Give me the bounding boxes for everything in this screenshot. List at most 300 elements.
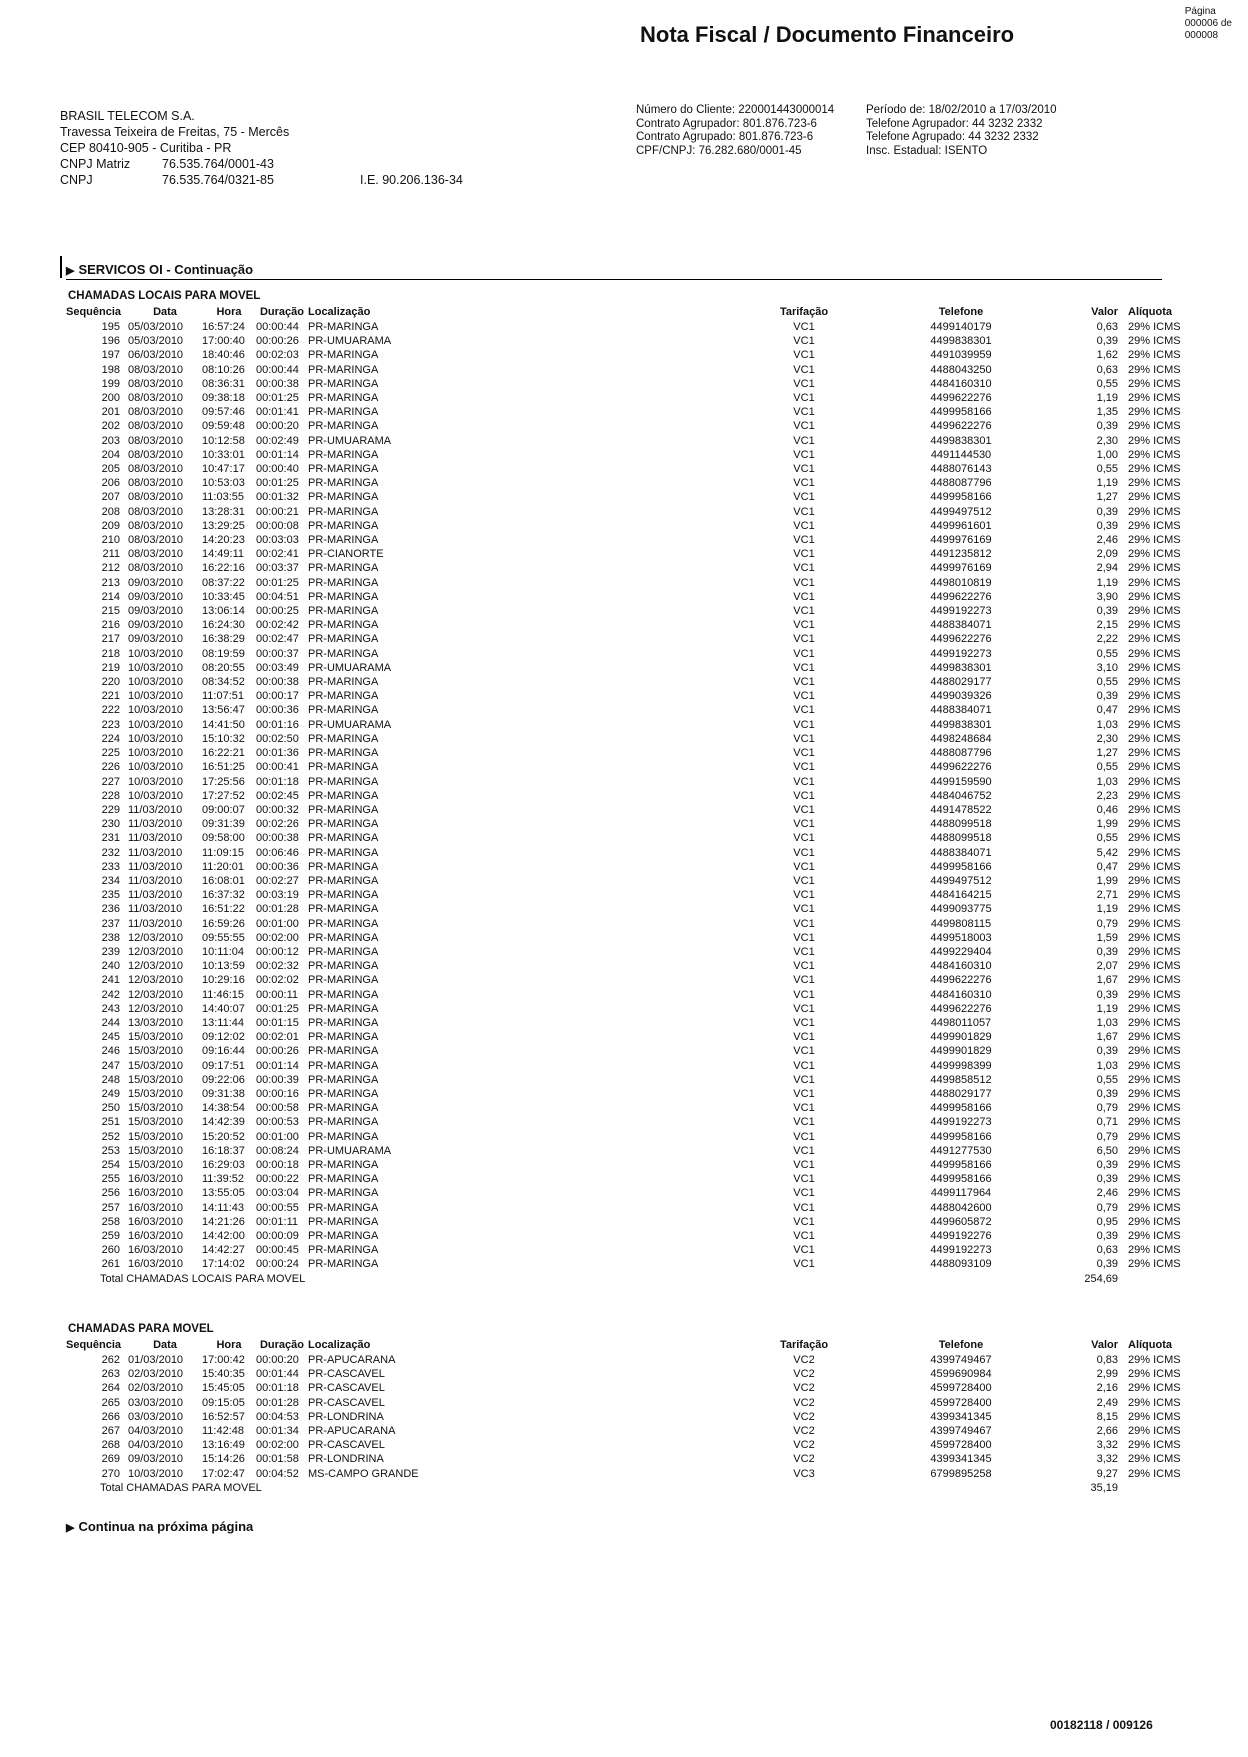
cell-seq: 219 [101, 661, 120, 674]
locais-title: CHAMADAS LOCAIS PARA MOVEL [68, 290, 261, 302]
cell-loc: PR-MARINGA [308, 1130, 379, 1143]
cell-loc: PR-MARINGA [308, 420, 379, 433]
cell-tar: VC1 [793, 463, 815, 476]
table-row [66, 874, 1198, 888]
cell-aliq: 29% ICMS [1128, 1382, 1181, 1395]
cell-tel: 4499192273 [930, 1116, 992, 1129]
table-row [66, 1144, 1198, 1158]
cell-loc: PR-UMUARAMA [308, 718, 392, 731]
cell-data: 15/03/2010 [128, 1130, 184, 1143]
cell-val: 1,59 [1096, 931, 1118, 944]
cell-seq: 268 [101, 1439, 120, 1452]
cell-tel: 4499976169 [930, 534, 992, 547]
company-name: BRASIL TELECOM S.A. [60, 109, 195, 123]
cell-data: 15/03/2010 [128, 1144, 184, 1157]
cell-tar: VC1 [793, 576, 815, 589]
cell-val: 0,39 [1096, 519, 1118, 532]
cell-loc: PR-MARINGA [308, 931, 379, 944]
cell-loc: PR-MARINGA [308, 1059, 379, 1072]
company-block [60, 108, 463, 188]
cell-val: 6,50 [1096, 1144, 1118, 1157]
cell-tar: VC1 [793, 647, 815, 660]
cell-aliq: 29% ICMS [1128, 335, 1181, 348]
cell-dur: 00:01:58 [256, 1453, 299, 1466]
cell-tar: VC2 [793, 1439, 815, 1452]
cell-tel: 4499497512 [930, 505, 992, 518]
cell-val: 3,10 [1096, 661, 1118, 674]
cell-val: 0,79 [1096, 917, 1118, 930]
cell-data: 01/03/2010 [128, 1354, 184, 1366]
cell-seq: 233 [101, 860, 120, 873]
cell-loc: PR-MARINGA [308, 903, 379, 916]
cell-tar: VC1 [793, 931, 815, 944]
cell-val: 2,30 [1096, 732, 1118, 745]
cell-val: 1,62 [1096, 349, 1118, 362]
cell-data: 11/03/2010 [128, 903, 183, 916]
cell-loc: PR-APUCARANA [308, 1354, 396, 1366]
cell-data: 10/03/2010 [128, 775, 184, 788]
cell-data: 12/03/2010 [128, 931, 184, 944]
cell-aliq: 29% ICMS [1128, 448, 1181, 461]
cell-val: 1,27 [1096, 491, 1118, 504]
cell-aliq: 29% ICMS [1128, 633, 1181, 646]
cell-seq: 214 [101, 590, 120, 603]
cell-aliq: 29% ICMS [1128, 605, 1181, 618]
cell-tel: 4499901829 [930, 1031, 992, 1044]
cell-aliq: 29% ICMS [1128, 392, 1181, 405]
cell-tar: VC1 [793, 732, 815, 745]
cell-tar: VC1 [793, 321, 815, 333]
cell-aliq: 29% ICMS [1128, 1453, 1181, 1466]
cell-tar: VC1 [793, 1087, 815, 1100]
cell-data: 15/03/2010 [128, 1031, 184, 1044]
cell-loc: PR-UMUARAMA [308, 1144, 392, 1157]
cell-val: 1,03 [1096, 775, 1118, 788]
cell-hora: 13:11:44 [202, 1016, 245, 1029]
cell-tel: 4499622276 [930, 761, 992, 774]
cell-tel: 4399341345 [930, 1453, 992, 1466]
col-hora: Hora [216, 1339, 242, 1351]
cell-hora: 14:11:43 [202, 1201, 245, 1214]
cell-tar: VC1 [793, 818, 815, 831]
table-row [66, 490, 1198, 504]
cell-loc: PR-MARINGA [308, 1045, 379, 1058]
cell-aliq: 29% ICMS [1128, 1116, 1181, 1129]
cell-data: 10/03/2010 [128, 747, 184, 760]
cell-dur: 00:00:37 [256, 647, 299, 660]
cell-loc: PR-LONDRINA [308, 1410, 384, 1423]
cell-loc: PR-MARINGA [308, 647, 379, 660]
cell-val: 0,39 [1096, 690, 1118, 703]
table-row [66, 1172, 1198, 1186]
col-hora: Hora [216, 306, 242, 318]
cell-val: 3,32 [1096, 1439, 1118, 1452]
cell-tar: VC1 [793, 1173, 815, 1186]
cell-tel: 4484160310 [930, 988, 992, 1001]
cell-tar: VC1 [793, 519, 815, 532]
cell-val: 0,63 [1096, 321, 1118, 333]
cell-tar: VC1 [793, 548, 815, 561]
cell-seq: 218 [101, 647, 120, 660]
cell-dur: 00:00:17 [256, 690, 299, 703]
cell-aliq: 29% ICMS [1128, 832, 1181, 845]
cell-seq: 207 [101, 491, 120, 504]
cell-tel: 4488099518 [930, 818, 992, 831]
cell-data: 08/03/2010 [128, 562, 184, 575]
cell-aliq: 29% ICMS [1128, 463, 1181, 476]
cell-data: 16/03/2010 [128, 1244, 184, 1257]
cell-val: 0,79 [1096, 1130, 1118, 1143]
cell-hora: 17:02:47 [202, 1467, 245, 1480]
cell-val: 1,19 [1096, 477, 1118, 490]
cell-hora: 16:18:37 [202, 1144, 245, 1157]
cell-val: 0,39 [1096, 420, 1118, 433]
cell-hora: 09:57:46 [202, 406, 245, 419]
cell-tar: VC1 [793, 434, 815, 447]
table-row [66, 419, 1198, 433]
table-row [66, 1130, 1198, 1144]
cell-tel: 4499858512 [930, 1073, 992, 1086]
cell-seq: 258 [101, 1215, 120, 1228]
cell-seq: 264 [101, 1382, 120, 1395]
cell-data: 11/03/2010 [128, 846, 183, 859]
cell-val: 2,71 [1096, 889, 1118, 902]
cell-data: 16/03/2010 [128, 1187, 184, 1200]
cell-val: 0,79 [1096, 1102, 1118, 1115]
table-row [66, 533, 1198, 547]
cell-hora: 11:46:15 [202, 988, 245, 1001]
cell-data: 09/03/2010 [128, 1453, 184, 1466]
cell-dur: 00:04:53 [256, 1410, 299, 1423]
table-row [66, 448, 1198, 462]
cell-aliq: 29% ICMS [1128, 406, 1181, 419]
cell-seq: 213 [101, 576, 120, 589]
cell-aliq: 29% ICMS [1128, 1144, 1181, 1157]
triangle-right-icon: ▶ [66, 265, 75, 277]
cell-hora: 10:33:01 [202, 448, 245, 461]
cell-tel: 4488384071 [930, 846, 992, 859]
cell-val: 8,15 [1096, 1410, 1118, 1423]
section-bar [60, 256, 62, 278]
cell-aliq: 29% ICMS [1128, 732, 1181, 745]
table-row [66, 973, 1198, 987]
cell-hora: 10:53:03 [202, 477, 245, 490]
cell-aliq: 29% ICMS [1128, 775, 1181, 788]
cell-dur: 00:01:00 [256, 917, 299, 930]
cell-val: 3,90 [1096, 590, 1118, 603]
cell-tar: VC1 [793, 1187, 815, 1200]
cnpj-matriz-value: 76.535.764/0001-43 [162, 157, 274, 171]
cell-tel: 4499838301 [930, 335, 992, 348]
table-row [66, 604, 1198, 618]
cell-tel: 6799895258 [930, 1467, 992, 1480]
cell-seq: 215 [101, 605, 120, 618]
cell-tel: 4484160310 [930, 377, 992, 390]
cell-dur: 00:02:02 [256, 974, 299, 987]
cell-seq: 227 [101, 775, 120, 788]
cell-dur: 00:03:04 [256, 1187, 299, 1200]
cell-val: 1,03 [1096, 718, 1118, 731]
cell-tar: VC1 [793, 1073, 815, 1086]
cell-val: 0,55 [1096, 647, 1118, 660]
cell-dur: 00:00:38 [256, 377, 299, 390]
table-row [66, 632, 1198, 646]
cell-tar: VC1 [793, 605, 815, 618]
client-cpf: CPF/CNPJ: 76.282.680/0001-45 [636, 144, 802, 157]
cell-aliq: 29% ICMS [1128, 1410, 1181, 1423]
cell-val: 0,39 [1096, 945, 1118, 958]
cell-val: 2,30 [1096, 434, 1118, 447]
table-row [66, 519, 1198, 533]
col-tel: Telefone [938, 1339, 984, 1351]
cell-loc: PR-MARINGA [308, 576, 379, 589]
cell-loc: PR-MARINGA [308, 1258, 379, 1271]
cell-tar: VC1 [793, 590, 815, 603]
cell-hora: 14:40:07 [202, 1002, 245, 1015]
table-row [66, 434, 1198, 448]
cell-aliq: 29% ICMS [1128, 690, 1181, 703]
cell-loc: PR-CIANORTE [308, 548, 384, 561]
cell-tar: VC1 [793, 335, 815, 348]
continue-text: Continua na próxima página [78, 1519, 254, 1534]
cell-loc: PR-MARINGA [308, 505, 379, 518]
cell-loc: PR-CASCAVEL [308, 1396, 385, 1409]
cell-aliq: 29% ICMS [1128, 1425, 1181, 1438]
table-row [66, 363, 1198, 377]
table-row [66, 1201, 1198, 1215]
cell-loc: PR-MARINGA [308, 1244, 379, 1257]
locais-total-value: 254,69 [1084, 1272, 1118, 1285]
cell-val: 0,83 [1096, 1354, 1118, 1366]
cell-tel: 4499958166 [930, 406, 992, 419]
cell-seq: 250 [101, 1102, 120, 1115]
cell-val: 2,46 [1096, 1187, 1118, 1200]
cell-tar: VC1 [793, 1045, 815, 1058]
cell-tar: VC1 [793, 917, 815, 930]
cell-tel: 4499518003 [930, 931, 992, 944]
cell-val: 0,55 [1096, 1073, 1118, 1086]
cell-dur: 00:01:00 [256, 1130, 299, 1143]
cell-dur: 00:01:41 [256, 406, 299, 419]
table-row [66, 803, 1198, 817]
cell-seq: 217 [101, 633, 120, 646]
cell-tar: VC1 [793, 988, 815, 1001]
cell-tar: VC2 [793, 1382, 815, 1395]
table-row [66, 391, 1198, 405]
cell-aliq: 29% ICMS [1128, 619, 1181, 632]
cell-val: 2,22 [1096, 633, 1118, 646]
cell-aliq: 29% ICMS [1128, 1467, 1181, 1480]
cell-seq: 252 [101, 1130, 120, 1143]
cell-val: 1,03 [1096, 1059, 1118, 1072]
cell-hora: 14:41:50 [202, 718, 245, 731]
cell-loc: PR-UMUARAMA [308, 434, 392, 447]
cell-tel: 4488029177 [930, 1087, 992, 1100]
client-info [636, 104, 834, 158]
cell-hora: 17:25:56 [202, 775, 245, 788]
table-row [66, 718, 1198, 732]
cell-seq: 229 [101, 803, 120, 816]
cell-tar: VC1 [793, 505, 815, 518]
cell-data: 08/03/2010 [128, 491, 184, 504]
cell-aliq: 29% ICMS [1128, 1087, 1181, 1100]
cell-loc: PR-MARINGA [308, 818, 379, 831]
cell-tel: 4499622276 [930, 590, 992, 603]
cell-seq: 270 [101, 1467, 120, 1480]
locais-total-row [66, 1272, 1198, 1286]
table-row [66, 1452, 1198, 1466]
cell-tar: VC1 [793, 349, 815, 362]
cell-tel: 4499622276 [930, 392, 992, 405]
cell-tel: 4499159590 [930, 775, 992, 788]
cell-hora: 13:16:49 [202, 1439, 245, 1452]
cell-tel: 4488093109 [930, 1258, 992, 1271]
cell-dur: 00:01:44 [256, 1368, 299, 1381]
cell-loc: PR-CASCAVEL [308, 1439, 385, 1452]
cell-dur: 00:02:26 [256, 818, 299, 831]
cell-loc: PR-CASCAVEL [308, 1368, 385, 1381]
table-row [66, 1381, 1198, 1395]
cell-hora: 08:34:52 [202, 676, 245, 689]
cell-hora: 10:13:59 [202, 960, 245, 973]
cell-tar: VC1 [793, 960, 815, 973]
cell-seq: 262 [101, 1354, 120, 1366]
cell-tel: 4499622276 [930, 974, 992, 987]
cell-tel: 4399749467 [930, 1354, 992, 1366]
cell-seq: 254 [101, 1158, 120, 1171]
cell-tar: VC1 [793, 562, 815, 575]
cell-data: 08/03/2010 [128, 392, 184, 405]
cell-loc: PR-MARINGA [308, 1102, 379, 1115]
cell-loc: PR-MARINGA [308, 1031, 379, 1044]
cell-tar: VC2 [793, 1453, 815, 1466]
cell-hora: 09:31:38 [202, 1087, 245, 1100]
cell-seq: 235 [101, 889, 120, 902]
cell-dur: 00:02:01 [256, 1031, 299, 1044]
cell-val: 1,35 [1096, 406, 1118, 419]
cell-val: 0,55 [1096, 761, 1118, 774]
cell-hora: 14:20:23 [202, 534, 245, 547]
cell-dur: 00:00:20 [256, 420, 299, 433]
cell-seq: 236 [101, 903, 120, 916]
cell-hora: 14:42:27 [202, 1244, 245, 1257]
cell-val: 0,39 [1096, 1258, 1118, 1271]
cell-data: 11/03/2010 [128, 832, 183, 845]
cell-val: 0,55 [1096, 377, 1118, 390]
cell-loc: PR-MARINGA [308, 960, 379, 973]
company-address: Travessa Teixeira de Freitas, 75 - Mercês [60, 125, 290, 139]
cell-tel: 4488042600 [930, 1201, 992, 1214]
cell-tel: 4499622276 [930, 1002, 992, 1015]
cell-tel: 4499958166 [930, 1158, 992, 1171]
cell-loc: PR-MARINGA [308, 860, 379, 873]
cell-loc: PR-MARINGA [308, 1230, 379, 1242]
cell-aliq: 29% ICMS [1128, 548, 1181, 561]
cell-aliq: 29% ICMS [1128, 590, 1181, 603]
cell-aliq: 29% ICMS [1128, 1031, 1181, 1044]
cell-aliq: 29% ICMS [1128, 1045, 1181, 1058]
cnpj-label: CNPJ [60, 173, 93, 187]
cell-aliq: 29% ICMS [1128, 846, 1181, 859]
cell-tel: 4491039959 [930, 349, 992, 362]
cell-tel: 4499998399 [930, 1059, 992, 1072]
cnpj-row [60, 172, 463, 188]
table-row [66, 959, 1198, 973]
cell-loc: PR-MARINGA [308, 1002, 379, 1015]
cell-data: 10/03/2010 [128, 718, 184, 731]
table-row [66, 618, 1198, 632]
col-dur: Duração [259, 1339, 305, 1351]
cell-hora: 10:11:04 [202, 945, 245, 958]
cell-tel: 4488384071 [930, 704, 992, 717]
table-row [66, 746, 1198, 760]
cell-tar: VC2 [793, 1396, 815, 1409]
cell-dur: 00:01:16 [256, 718, 299, 731]
cell-aliq: 29% ICMS [1128, 874, 1181, 887]
cell-aliq: 29% ICMS [1128, 889, 1181, 902]
cell-dur: 00:00:25 [256, 605, 299, 618]
cell-hora: 14:49:11 [202, 548, 245, 561]
cell-dur: 00:02:03 [256, 349, 299, 362]
cell-seq: 224 [101, 732, 120, 745]
cell-val: 0,39 [1096, 1087, 1118, 1100]
cell-dur: 00:02:42 [256, 619, 299, 632]
cnpj-matriz-label: CNPJ Matriz [60, 157, 131, 171]
cell-dur: 00:01:25 [256, 477, 299, 490]
table-row [66, 661, 1198, 675]
cell-data: 15/03/2010 [128, 1059, 184, 1072]
cell-dur: 00:02:47 [256, 633, 299, 646]
cell-loc: PR-MARINGA [308, 889, 379, 902]
cell-loc: PR-MARINGA [308, 676, 379, 689]
table-row [66, 561, 1198, 575]
cell-tel: 4491144530 [930, 448, 992, 461]
cell-dur: 00:00:45 [256, 1244, 299, 1257]
contract-agrupador: Contrato Agrupador: 801.876.723-6 [636, 117, 817, 130]
cell-data: 12/03/2010 [128, 1002, 184, 1015]
cell-val: 2,99 [1096, 1368, 1118, 1381]
cell-aliq: 29% ICMS [1128, 789, 1181, 802]
cell-tel: 4599728400 [930, 1396, 992, 1409]
cell-dur: 00:01:34 [256, 1425, 299, 1438]
cell-dur: 00:00:26 [256, 335, 299, 348]
cell-loc: PR-MARINGA [308, 633, 379, 646]
cell-aliq: 29% ICMS [1128, 1002, 1181, 1015]
cell-hora: 10:29:16 [202, 974, 245, 987]
cell-tel: 4488043250 [930, 363, 992, 376]
table-row [66, 348, 1198, 362]
cell-hora: 16:22:16 [202, 562, 245, 575]
cell-seq: 244 [101, 1016, 120, 1029]
cell-hora: 10:33:45 [202, 590, 245, 603]
cell-tel: 4498248684 [930, 732, 992, 745]
cell-dur: 00:01:36 [256, 747, 299, 760]
cell-hora: 11:42:48 [202, 1425, 245, 1438]
cell-seq: 243 [101, 1002, 120, 1015]
cell-dur: 00:00:12 [256, 945, 299, 958]
cell-dur: 00:01:25 [256, 576, 299, 589]
cell-seq: 251 [101, 1116, 120, 1129]
cell-tar: VC1 [793, 761, 815, 774]
cell-loc: PR-MARINGA [308, 1116, 379, 1129]
cell-aliq: 29% ICMS [1128, 1158, 1181, 1171]
cell-tel: 4488099518 [930, 832, 992, 845]
cell-tar: VC1 [793, 704, 815, 717]
cell-data: 08/03/2010 [128, 548, 184, 561]
cell-hora: 17:27:52 [202, 789, 245, 802]
cell-dur: 00:00:32 [256, 803, 299, 816]
cell-tel: 4499140179 [930, 321, 992, 333]
